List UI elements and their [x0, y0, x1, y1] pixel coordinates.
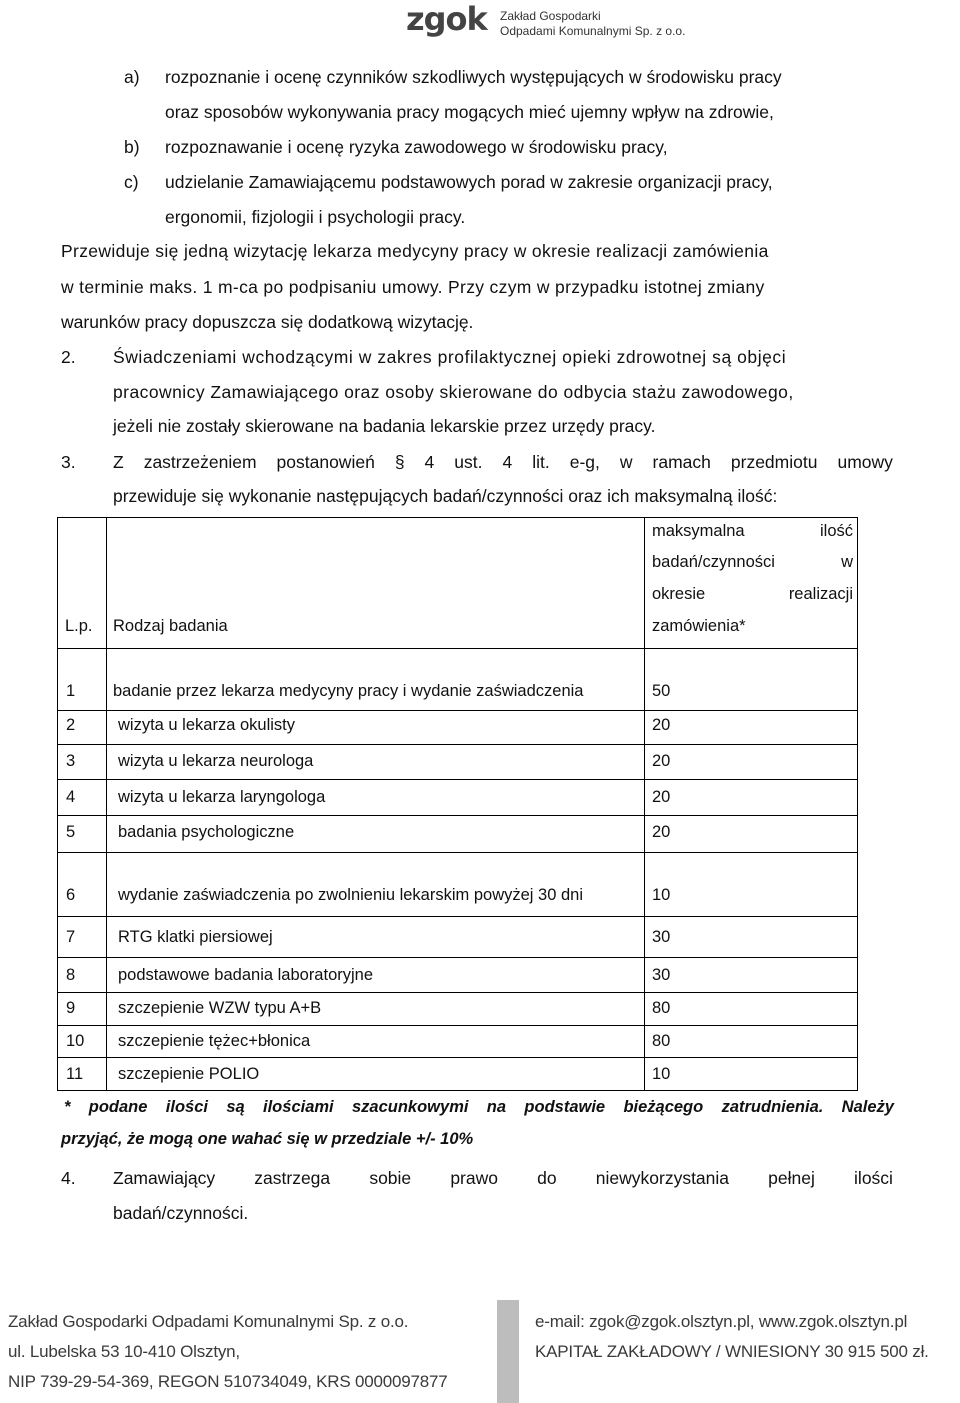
- item3-word: Z: [113, 452, 124, 472]
- item4-word: ilości: [854, 1168, 893, 1188]
- item2-line3: jeżeli nie zostały skierowane na badania lekarskie przez urzędy pracy.: [113, 416, 656, 436]
- footnote-word: ilościami: [263, 1098, 334, 1116]
- item4-line2: badań/czynności.: [113, 1203, 249, 1223]
- footer-separator: [497, 1300, 519, 1403]
- cell-lp: 8: [66, 966, 76, 984]
- cell-qty: 80: [652, 1032, 671, 1050]
- cell-name: wizyta u lekarza laryngologa: [118, 788, 326, 806]
- cell-qty: 20: [652, 752, 671, 770]
- cell-name: RTG klatki piersiowej: [118, 928, 273, 946]
- item2-line2: pracownicy Zamawiającego oraz osoby skierowane do odbycia stażu zawodowego,: [113, 382, 794, 402]
- examinations-table: [57, 517, 858, 1091]
- header-word: okresie: [652, 585, 706, 603]
- table-header-lp: L.p.: [65, 617, 93, 635]
- item3-word: postanowień: [276, 452, 375, 472]
- cell-lp: 1: [66, 682, 76, 700]
- cell-lp: 9: [66, 999, 76, 1017]
- item4-word: sobie: [369, 1168, 412, 1188]
- item4-word: zastrzega: [254, 1168, 331, 1188]
- item4-word: do: [537, 1168, 557, 1188]
- table-header-max-line4: zamówienia*: [652, 617, 746, 635]
- table-header-max-line2: [652, 552, 853, 572]
- list-c-line1: udzielanie Zamawiającemu podstawowych porad w zakresie organizacji pracy,: [165, 172, 773, 192]
- cell-qty: 50: [652, 682, 671, 700]
- footer-company: Zakład Gospodarki Odpadami Komunalnymi Sp. z o.o.: [8, 1312, 409, 1331]
- cell-lp: 5: [66, 823, 76, 841]
- footnote-word: są: [226, 1098, 245, 1116]
- cell-lp: 10: [66, 1032, 85, 1050]
- header-word: maksymalna: [652, 522, 745, 540]
- footnote-word: szacunkowymi: [351, 1098, 469, 1116]
- cell-lp: 7: [66, 928, 76, 946]
- footer-address: ul. Lubelska 53 10-410 Olsztyn,: [8, 1342, 240, 1361]
- item3-word: przedmiotu: [730, 452, 818, 472]
- logo-company-line1: Zakład Gospodarki: [500, 9, 601, 23]
- cell-lp: 11: [66, 1065, 84, 1083]
- list-label-c: c): [124, 172, 139, 192]
- item4-word: prawo: [450, 1168, 498, 1188]
- cell-name: badania psychologiczne: [118, 823, 295, 841]
- item2-line1: Świadczeniami wchodzącymi w zakres profilaktycznej opieki zdrowotnej są objęci: [113, 347, 787, 367]
- item4-word: Zamawiający: [113, 1168, 216, 1188]
- item3-word: lit.: [532, 452, 550, 472]
- footnote-word: podane: [88, 1098, 148, 1116]
- logo-mark: zgok: [406, 0, 487, 38]
- table-header-max-line3: [652, 584, 853, 604]
- header-word: badań/czynności: [652, 553, 775, 571]
- item3-number: 3.: [61, 452, 76, 472]
- cell-name: szczepienie POLIO: [118, 1065, 260, 1083]
- item2-number: 2.: [61, 347, 76, 367]
- footer-contact: e-mail: zgok@zgok.olsztyn.pl, www.zgok.olsztyn.pl: [535, 1312, 908, 1331]
- footnote-word: na: [486, 1098, 507, 1116]
- header-word: realizacji: [788, 585, 853, 603]
- cell-qty: 30: [652, 966, 671, 984]
- item3-word: §: [394, 452, 405, 472]
- table-header-rodzaj: Rodzaj badania: [113, 617, 228, 635]
- cell-qty: 30: [652, 928, 671, 946]
- cell-name: wizyta u lekarza okulisty: [118, 716, 295, 734]
- cell-name: szczepienie tężec+błonica: [118, 1032, 311, 1050]
- header-word: ilość: [819, 522, 853, 540]
- logo-company-line2: Odpadami Komunalnymi Sp. z o.o.: [500, 24, 686, 38]
- footnote-word: *: [64, 1098, 71, 1116]
- item3-word: 4: [424, 452, 435, 472]
- list-label-a: a): [124, 67, 140, 87]
- cell-qty: 20: [652, 716, 671, 734]
- footnote-word: bieżącego: [623, 1098, 704, 1116]
- footnote-line1: [64, 1098, 894, 1117]
- list-label-b: b): [124, 137, 140, 157]
- table-header-max-line1: [652, 521, 853, 541]
- item3-word: e-g,: [569, 452, 600, 472]
- header-word: w: [841, 553, 853, 571]
- list-a-line2: oraz sposobów wykonywania pracy mogących mieć ujemny wpływ na zdrowie,: [165, 102, 774, 122]
- cell-lp: 4: [66, 788, 76, 806]
- cell-qty: 10: [652, 1065, 671, 1083]
- list-b-line1: rozpoznawanie i ocenę ryzyka zawodowego w środowisku pracy,: [165, 137, 668, 157]
- footnote-word: ilości: [165, 1098, 208, 1116]
- cell-name: szczepienie WZW typu A+B: [118, 999, 322, 1017]
- cell-qty: 80: [652, 999, 671, 1017]
- item4-word: pełnej: [768, 1168, 815, 1188]
- list-c-line2: ergonomii, fizjologii i psychologii pracy.: [165, 207, 466, 227]
- cell-qty: 20: [652, 788, 671, 806]
- item3-line1: [113, 452, 893, 472]
- cell-lp: 2: [66, 716, 76, 734]
- company-logo: [400, 0, 686, 48]
- footnote-word: Należy: [841, 1098, 894, 1116]
- para1-line1: Przewiduje się jedną wizytację lekarza medycyny pracy w okresie realizacji zamówienia: [61, 241, 769, 261]
- item3-word: ust.: [454, 452, 483, 472]
- footer-ids: NIP 739-29-54-369, REGON 510734049, KRS 0000097877: [8, 1372, 448, 1391]
- cell-lp: 6: [66, 886, 76, 904]
- item4-word: niewykorzystania: [595, 1168, 730, 1188]
- item3-word: 4: [502, 452, 513, 472]
- footnote-word: podstawie: [524, 1098, 606, 1116]
- item4-number: 4.: [61, 1168, 76, 1188]
- item3-word: umowy: [837, 452, 893, 472]
- cell-name: badanie przez lekarza medycyny pracy i wydanie zaświadczenia: [113, 682, 584, 700]
- footer-capital: KAPITAŁ ZAKŁADOWY / WNIESIONY 30 915 500 zł.: [535, 1342, 929, 1361]
- item3-word: zastrzeżeniem: [143, 452, 257, 472]
- para1-line2: w terminie maks. 1 m-ca po podpisaniu umowy. Przy czym w przypadku istotnej zmiany: [61, 277, 765, 297]
- item3-line2: przewiduje się wykonanie następujących badań/czynności oraz ich maksymalną ilość:: [113, 486, 778, 506]
- cell-qty: 20: [652, 823, 671, 841]
- page-footer: [0, 1290, 960, 1403]
- list-a-line1: rozpoznanie i ocenę czynników szkodliwych występujących w środowisku pracy: [165, 67, 782, 87]
- item4-line1: [113, 1168, 893, 1188]
- footnote-line2: przyjąć, że mogą one wahać się w przedziale +/- 10%: [61, 1130, 474, 1148]
- cell-name: podstawowe badania laboratoryjne: [118, 966, 374, 984]
- cell-qty: 10: [652, 886, 671, 904]
- item3-word: w: [619, 452, 633, 472]
- item3-word: ramach: [652, 452, 711, 472]
- cell-lp: 3: [66, 752, 76, 770]
- para1-line3: warunków pracy dopuszcza się dodatkową wizytację.: [61, 312, 474, 332]
- cell-name: wydanie zaświadczenia po zwolnieniu lekarskim powyżej 30 dni: [118, 886, 583, 904]
- cell-name: wizyta u lekarza neurologa: [118, 752, 314, 770]
- footnote-word: zatrudnienia.: [721, 1098, 824, 1116]
